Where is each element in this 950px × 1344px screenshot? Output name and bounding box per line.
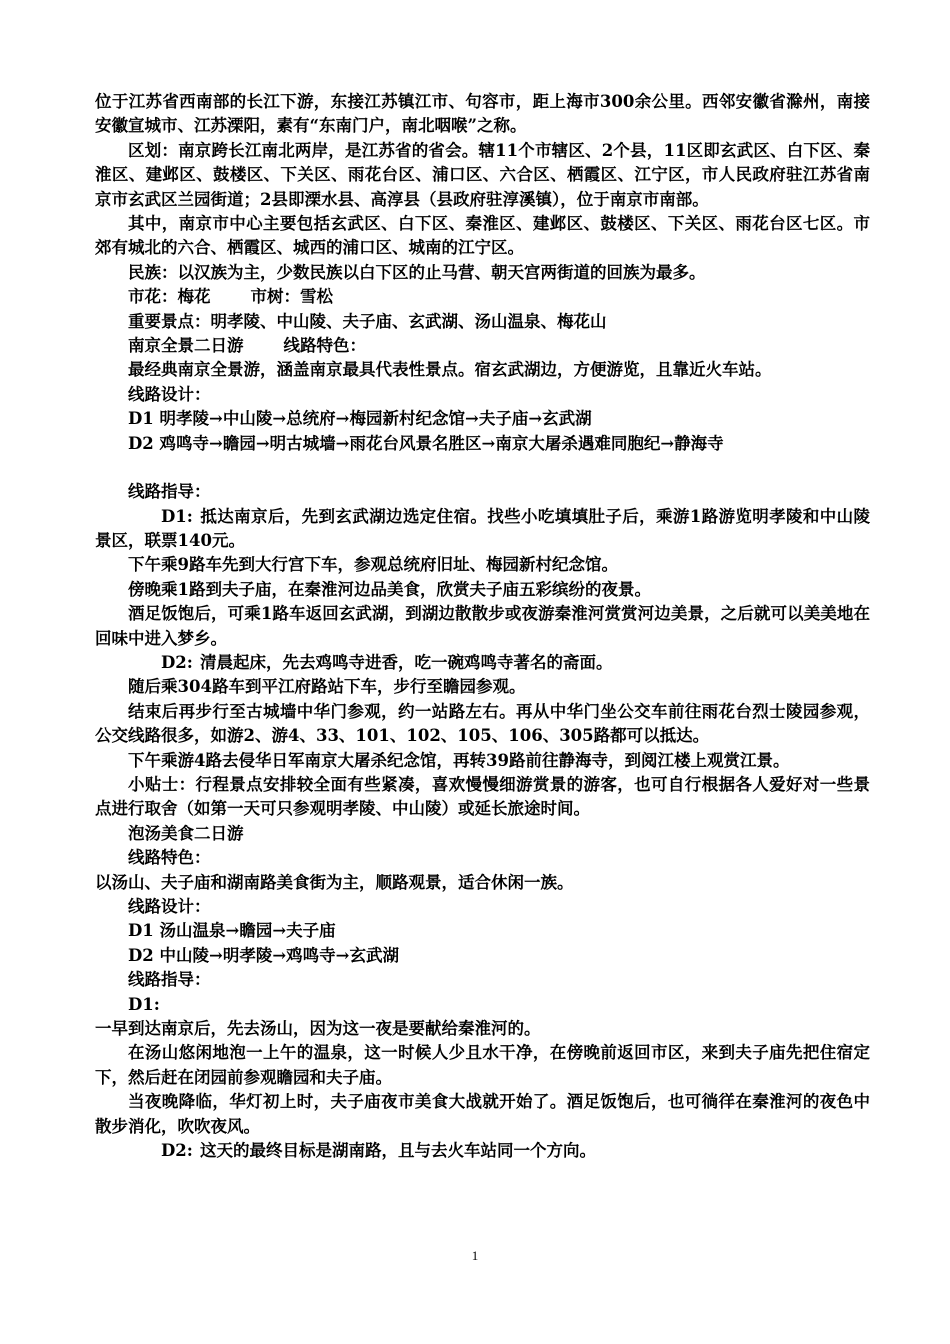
day-text: 这天的最终目标是湖南路，且与去火车站同一个方向。 [200, 1141, 596, 1161]
paragraph: D1 明孝陵→中山陵→总统府→梅园新村纪念馆→夫子庙→玄武湖 [128, 409, 592, 429]
paragraph: 最经典南京全景游，涵盖南京最具代表性景点。宿玄武湖边，方便游览，且靠近火车站。 [128, 360, 772, 380]
day-text: 清晨起床，先去鸡鸣寺进香，吃一碗鸡鸣寺著名的斋面。 [200, 652, 613, 672]
document-body [95, 90, 870, 1163]
paragraph: 线路设计： [128, 384, 211, 404]
page-number: 1 [471, 1248, 479, 1263]
pair-second: 线路特色： [283, 336, 366, 356]
pair-first: 市花：梅花 [128, 287, 211, 307]
paragraph: 线路特色： [128, 848, 211, 868]
day-label: D2: [161, 652, 193, 672]
paragraph: 重要景点：明孝陵、中山陵、夫子庙、玄武湖、汤山温泉、梅花山 [128, 311, 607, 331]
paragraph: D1: [128, 994, 160, 1014]
day-label: D2: [161, 1141, 193, 1161]
paragraph: 以汤山、夫子庙和湖南路美食街为主，顺路观景，适合休闲一族。 [95, 872, 574, 892]
paragraph: 结束后再步行至古城墙中华门参观，约一站路左右。再从中华门坐公交车前往雨花台烈士陵园参观，公交线路很多，如游2、游4、33、101、102、105、106、305路都可以抵达。 [95, 701, 870, 746]
paragraph: 酒足饭饱后，可乘1路车返回玄武湖，到湖边散散步或夜游秦淮河赏赏河边美景，之后就可以美美地在回味中进入梦乡。 [95, 604, 870, 648]
paragraph: 傍晚乘1路到夫子庙，在秦淮河边品美食，欣赏夫子庙五彩缤纷的夜景。 [128, 579, 651, 599]
paragraph: 下午乘9路车先到大行宫下车，参观总统府旧址、梅园新村纪念馆。 [128, 555, 618, 575]
day-paragraph [95, 1139, 870, 1163]
paragraph: D2 鸡鸣寺→瞻园→明古城墙→雨花台风景名胜区→南京大屠杀遇难同胞纪→静海寺 [128, 433, 724, 453]
day-text: 抵达南京后，先到玄武湖边选定住宿。找些小吃填填肚子后，乘游1路游览明孝陵和中山陵景区，联票140元。 [95, 506, 870, 550]
paragraph: 当夜晚降临，华灯初上时，夫子庙夜市美食大战就开始了。酒足饭饱后，也可徜徉在秦淮河的夜色中散步消化，吹吹夜风。 [95, 1092, 870, 1136]
paragraph: 一早到达南京后，先去汤山，因为这一夜是要献给秦淮河的。 [95, 1019, 541, 1039]
pair-first: 南京全景二日游 [128, 336, 244, 356]
pair-second: 市树：雪松 [250, 287, 333, 307]
paragraph: 位于江苏省西南部的长江下游，东接江苏镇江市、句容市，距上海市300余公里。西邻安徽省滁州，南接安徽宣城市、江苏溧阳，素有“东南门户，南北咽喉”之称。 [95, 92, 870, 136]
paragraph: D2 中山陵→明孝陵→鸡鸣寺→玄武湖 [128, 945, 400, 965]
label-pair-line [95, 285, 870, 309]
paragraph: D1 汤山温泉→瞻园→夫子庙 [128, 921, 336, 941]
paragraph: 线路设计： [128, 897, 211, 916]
paragraph: 下午乘游4路去侵华日军南京大屠杀纪念馆，再转39路前往静海寺，到阅江楼上观赏江景。 [128, 750, 790, 770]
paragraph: 泡汤美食二日游 [128, 823, 244, 843]
paragraph: 区划：南京跨长江南北两岸，是江苏省的省会。辖11个市辖区、2个县，11区即玄武区、白下区、秦淮区、建邺区、鼓楼区、下关区、雨花台区、浦口区、六合区、栖霞区、江宁区，市人民政府驻江苏省南京市玄武区兰园街道；2县即溧水县、高淳县（县政府驻淳溪镇），位于南京市南部。 [95, 140, 870, 209]
paragraph: 线路指导： [128, 482, 211, 502]
day-paragraph [95, 651, 870, 675]
paragraph: 随后乘304路车到平江府路站下车，步行至瞻园参观。 [128, 677, 526, 697]
paragraph: 民族：以汉族为主，少数民族以白下区的止马营、朝天宫两街道的回族为最多。 [128, 262, 706, 282]
label-pair-line [95, 334, 870, 358]
paragraph: 在汤山悠闲地泡一上午的温泉，这一时候人少且水干净，在傍晚前返回市区，来到夫子庙先把住宿定下，然后赶在闭园前参观瞻园和夫子庙。 [95, 1043, 870, 1087]
day-paragraph [95, 505, 870, 554]
paragraph: 其中，南京市中心主要包括玄武区、白下区、秦淮区、建邺区、鼓楼区、下关区、雨花台区七区。市郊有城北的六合、栖霞区、城西的浦口区、城南的江宁区。 [95, 214, 870, 258]
day-label: D1: [161, 506, 193, 526]
paragraph: 小贴士：行程景点安排较全面有些紧凑，喜欢慢慢细游赏景的游客，也可自行根据各人爱好对一些景点进行取舍（如第一天可只参观明孝陵、中山陵）或延长旅途时间。 [95, 774, 870, 819]
paragraph: 线路指导： [128, 970, 211, 990]
blank-line [95, 456, 870, 480]
